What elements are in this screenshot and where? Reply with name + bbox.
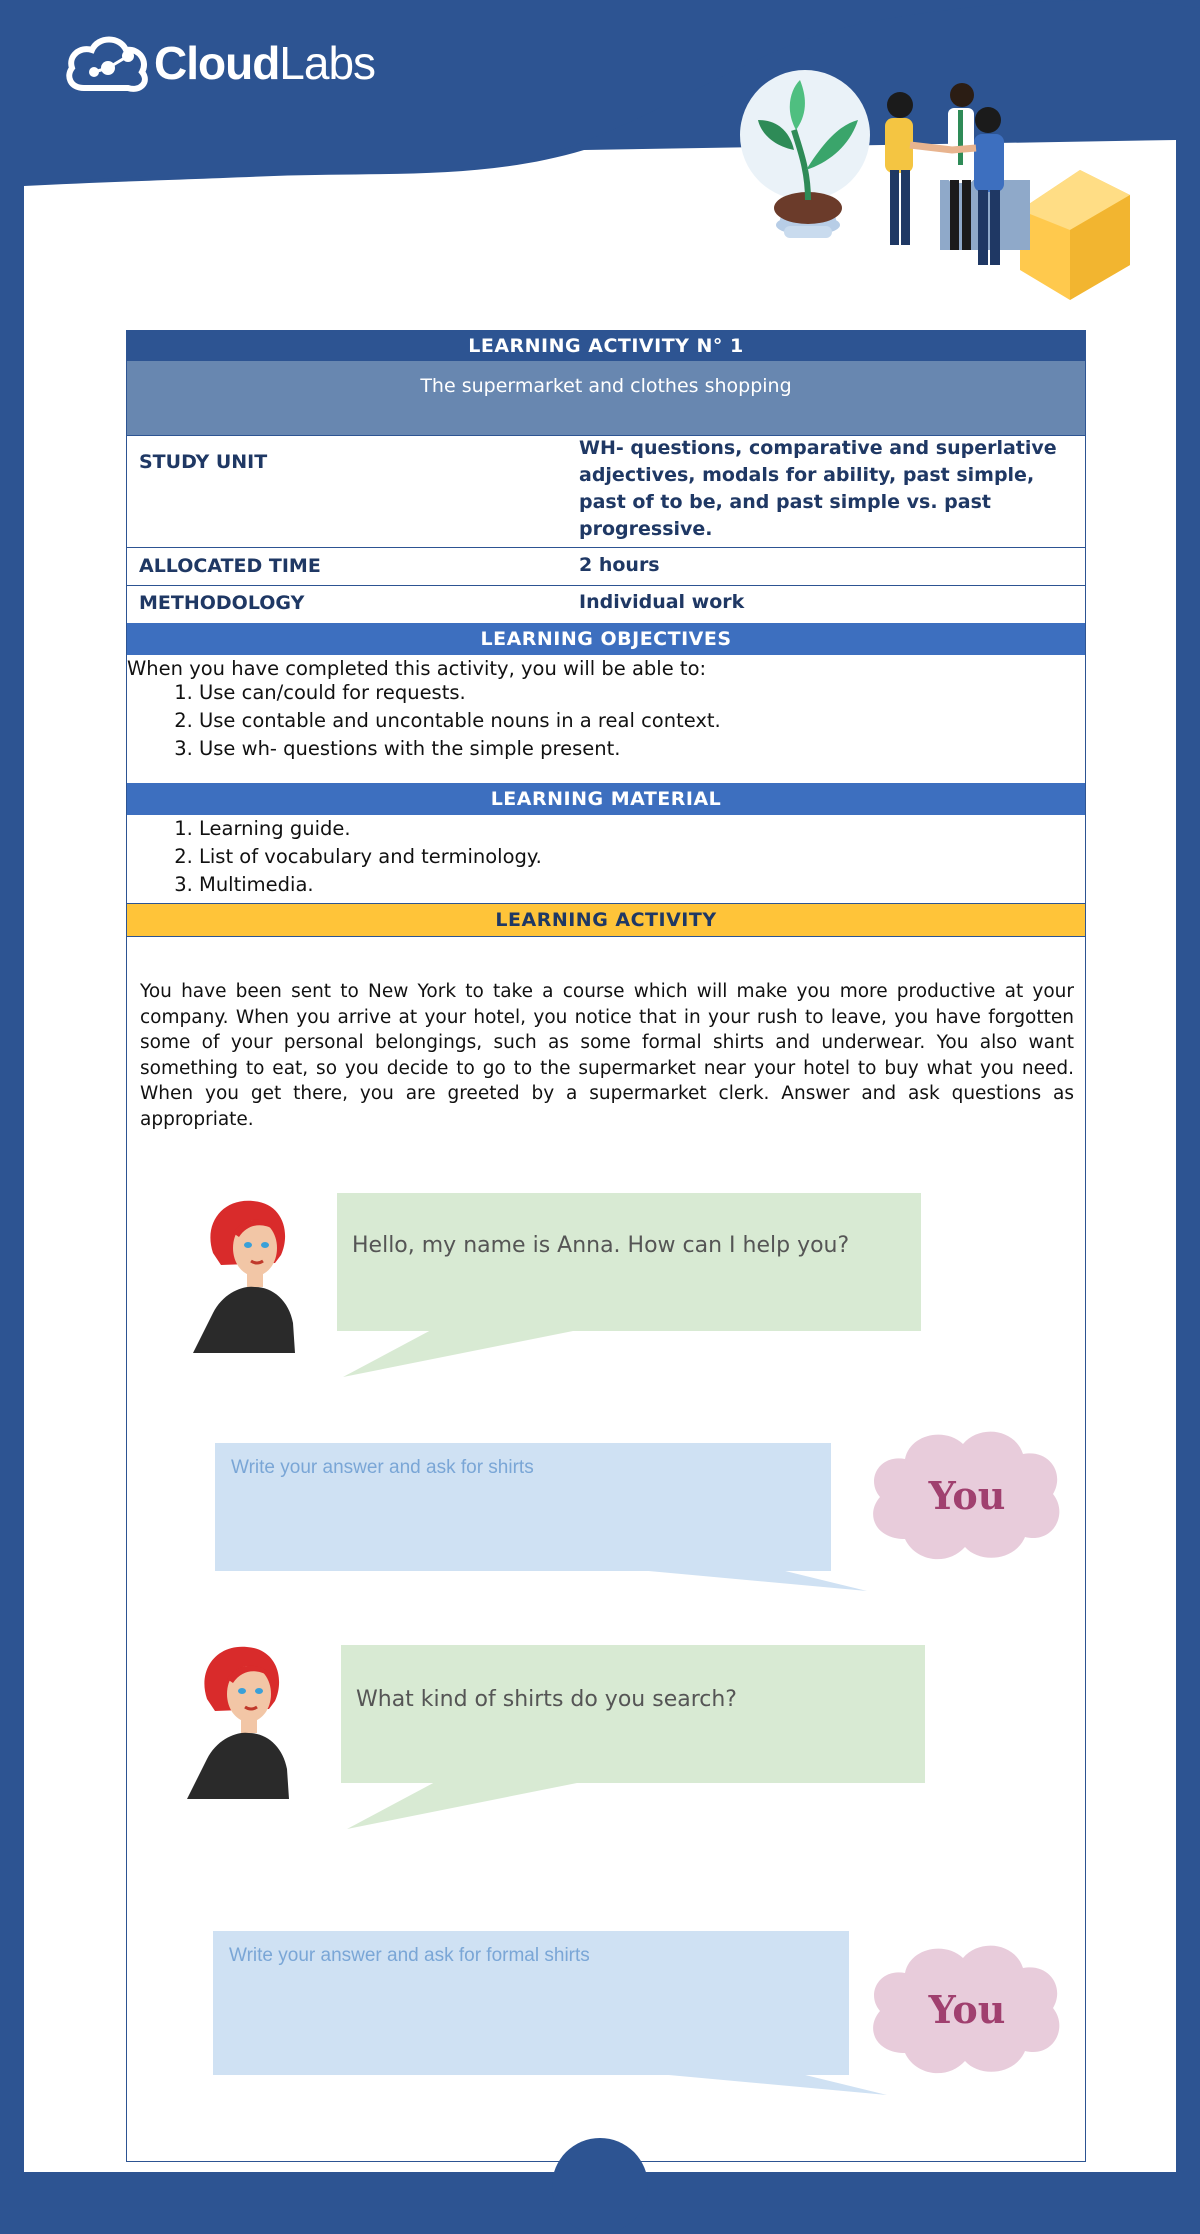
cloudlabs-logo: [64, 28, 375, 98]
page-tab-indicator: [552, 2138, 648, 2234]
objectives-section: [127, 655, 1085, 779]
list-item: 1. Use can/could for requests.: [199, 679, 721, 707]
study-unit-value: WH- questions, comparative and superlative adjectives, modals for ability, past simple, past of to be, and past simple vs. past progressive.: [579, 437, 1057, 540]
clerk-speech-bubble-1: [337, 1193, 921, 1331]
allocated-time-label: ALLOCATED TIME: [139, 555, 321, 577]
you-label-1: You: [928, 1473, 1006, 1518]
allocated-time-value: 2 hours: [579, 554, 660, 576]
clerk-line-2: What kind of shirts do you search?: [356, 1687, 737, 1712]
business-illustration: [730, 50, 1150, 320]
clerk-speech-bubble-2: [341, 1645, 925, 1783]
you-cloud-icon-2: [865, 1933, 1069, 2083]
list-item: 1. Learning guide.: [199, 815, 542, 843]
bubble-tail-2: [347, 1781, 607, 1831]
objectives-heading: LEARNING OBJECTIVES: [127, 623, 1085, 655]
list-item: 3. Multimedia.: [199, 871, 542, 899]
bubble-tail: [343, 1329, 603, 1379]
list-item: 3. Use wh- questions with the simple present.: [199, 735, 721, 763]
answer-placeholder-2: Write your answer and ask for formal shirts: [229, 1945, 590, 1966]
methodology-label: METHODOLOGY: [139, 592, 305, 614]
logo-text-light: Labs: [279, 37, 376, 89]
you-cloud-icon-1: [865, 1419, 1069, 1569]
activity-description: You have been sent to New York to take a course which will make you more productive at your company. When you arrive at your hotel, you notice that in your rush to leave, you have forgotten some of your personal belongings, such as some formal shirts and underwear. You also want something to eat, so you decide to go to the supermarket near your hotel to buy what you need. When you get there, you are greeted by a supermarket clerk. Answer and ask questions as appropriate.: [140, 981, 1074, 1130]
answer-tail: [627, 1569, 877, 1595]
clerk-line-1: Hello, my name is Anna. How can I help you?: [352, 1233, 850, 1258]
study-unit-row: [127, 435, 1085, 547]
learning-activity-heading: LEARNING ACTIVITY: [127, 904, 1085, 936]
list-item: 2. Use contable and uncontable nouns in a real context.: [199, 707, 721, 735]
list-item: 2. List of vocabulary and terminology.: [199, 843, 542, 871]
activity-subtitle: The supermarket and clothes shopping: [127, 361, 1085, 435]
clerk-avatar-icon: [193, 1193, 303, 1353]
methodology-value: Individual work: [579, 591, 745, 613]
material-heading: LEARNING MATERIAL: [127, 783, 1085, 815]
activity-title: LEARNING ACTIVITY N° 1: [127, 331, 1085, 361]
you-label-2: You: [928, 1987, 1006, 2032]
allocated-time-row: [127, 549, 1085, 585]
answer-input-1[interactable]: [215, 1443, 831, 1571]
activity-document: [126, 330, 1086, 2162]
material-list: [127, 815, 542, 899]
answer-tail-2: [647, 2073, 897, 2099]
cloud-logo-icon: [64, 28, 154, 98]
logo-text-bold: Cloud: [154, 37, 280, 89]
answer-input-2[interactable]: [213, 1931, 849, 2075]
methodology-row: [127, 587, 1085, 623]
material-section: [127, 815, 1085, 905]
objectives-list: [127, 679, 721, 763]
answer-placeholder-1: Write your answer and ask for shirts: [231, 1457, 534, 1478]
study-unit-label: STUDY UNIT: [139, 451, 268, 473]
clerk-avatar-icon-2: [187, 1639, 297, 1799]
objectives-intro: When you have completed this activity, you will be able to:: [127, 657, 707, 680]
